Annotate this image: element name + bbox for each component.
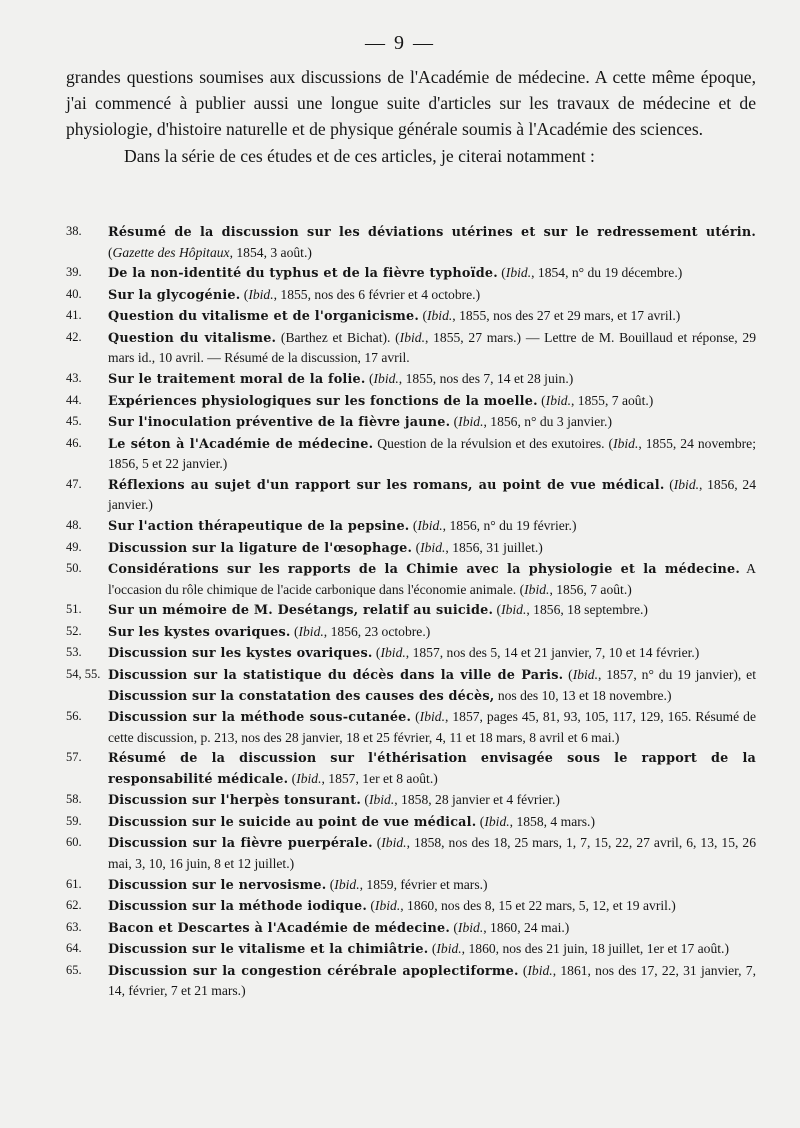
list-item	[66, 665, 756, 706]
entry-source: Ibid.	[613, 435, 639, 451]
entry-text: , 1857, nos des 5, 14 et 21 janvier, 7, 10 et 14 février.)	[405, 645, 700, 661]
entry-source: Ibid.	[334, 876, 360, 892]
entry-text: , 1859, février et mars.)	[359, 876, 488, 892]
entry-text: (	[412, 539, 421, 555]
entry-number: 39.	[66, 265, 82, 280]
entry-source: Ibid.	[381, 835, 407, 851]
entry-number: 38.	[66, 224, 82, 238]
entry-title: Sur la glycogénie.	[108, 287, 241, 303]
entry-text: , 1860, 24 mai.)	[483, 919, 570, 935]
list-item	[66, 896, 756, 917]
list-item	[66, 748, 756, 789]
entry-text: nos des 10, 13 et 18 novembre.)	[494, 687, 672, 703]
entry-number: 62.	[66, 898, 82, 913]
entry-text: , 1856, n° du 19 février.)	[442, 517, 577, 533]
entry-text: (	[563, 667, 573, 682]
list-item	[66, 707, 756, 747]
entry-title: Discussion sur la méthode sous-cutanée.	[108, 710, 412, 726]
list-item	[66, 622, 756, 643]
entry-text: (	[240, 286, 249, 302]
entry-number: 50.	[66, 561, 82, 576]
list-item	[66, 475, 756, 515]
entry-text: (	[428, 941, 437, 957]
entry-source: Ibid.	[457, 919, 484, 935]
entry-text: (	[411, 709, 420, 725]
entry-title: Discussion sur la congestion cérébrale apoplectiforme.	[108, 963, 519, 979]
entry-source: Ibid.	[368, 792, 395, 808]
entry-number: 60.	[66, 835, 82, 850]
list-item	[66, 790, 756, 811]
entry-title: Discussion sur la ligature de l'œsophage.	[108, 540, 413, 556]
entry-source: Ibid.	[419, 709, 445, 725]
entry-number: 57.	[66, 750, 82, 765]
list-item	[66, 412, 756, 433]
entry-number: 40.	[66, 286, 82, 301]
entry-number: 44.	[66, 392, 82, 407]
entry-title: Discussion sur les kystes ovariques.	[108, 646, 373, 662]
entry-title: Sur l'inoculation préventive de la fièvre jaune.	[108, 415, 451, 431]
entry-text: (	[449, 919, 458, 935]
entry-number: 65.	[66, 962, 82, 977]
entry-source: Gazette des Hôpitaux	[112, 244, 230, 260]
entry-text: (	[419, 308, 427, 324]
list-item	[66, 875, 756, 896]
list-item	[66, 328, 756, 368]
entry-text: , 1858, 28 janvier et 4 février.)	[394, 792, 560, 808]
list-item	[66, 263, 756, 284]
entry-title: Sur l'action thérapeutique de la pepsine.	[108, 518, 410, 534]
list-item	[66, 516, 756, 537]
entry-text: (	[409, 517, 418, 533]
entry-text: , 1857, n° du 19 janvier), et	[597, 667, 756, 682]
entry-title: Résumé de la discussion sur l'éthérisation envisagée sous le rapport de la responsabilité médicale.	[108, 751, 756, 787]
entry-source: Ibid.	[673, 476, 700, 492]
entry-text: (	[290, 623, 299, 639]
entry-text: , 1856, n° du 3 janvier.)	[483, 414, 612, 430]
entry-title: Discussion sur le suicide au point de vue médical.	[108, 814, 477, 830]
entry-title: Sur les kystes ovariques.	[108, 624, 291, 640]
entry-number: 61.	[66, 876, 82, 891]
entry-text: (	[664, 476, 674, 492]
entry-source: Ibid.	[248, 286, 274, 302]
entry-text: , 1857, pages 45, 81, 93, 105, 117, 129, 165. Résumé de cette discussion, p. 213, nos des 28 janvier, 18 et 25 février, 4, 11 et 18 mars, 8 avril et 6 mai.)	[108, 709, 756, 745]
entry-text: , 1860, nos des 21 juin, 18 juillet, 1er et 17 août.)	[461, 941, 729, 957]
entry-text: , 1855, nos des 7, 14 et 28 juin.)	[398, 370, 574, 386]
entry-text: (	[537, 392, 546, 408]
entry-title: Réflexions au sujet d'un rapport sur les romans, au point de vue médical.	[108, 477, 665, 493]
entry-number: 53.	[66, 645, 82, 660]
entry-title: Discussion sur l'herpès tonsurant.	[108, 793, 362, 809]
entry-source: Ibid.	[420, 539, 446, 555]
entry-text: , 1855, nos des 6 février et 4 octobre.)	[273, 286, 481, 302]
entry-title: Sur le traitement moral de la folie.	[108, 371, 366, 387]
entry-number: 45.	[66, 414, 82, 429]
entry-text: , 1854, 3 août.)	[229, 244, 312, 260]
entry-title: Discussion sur la fièvre puerpérale.	[108, 836, 373, 852]
entry-title: Le séton à l'Académie de médecine.	[108, 436, 374, 452]
entry-text: , 1855, nos des 27 et 29 mars, et 17 avril.)	[452, 308, 681, 324]
entry-source: Ibid.	[399, 329, 425, 345]
entry-source: Ibid.	[426, 308, 453, 324]
entry-number: 49.	[66, 539, 82, 554]
list-item	[66, 559, 756, 599]
entry-number: 47.	[66, 476, 82, 491]
intro-paragraph: grandes questions soumises aux discussions de l'Académie de médecine. A cette même époque, j'ai commencé à publier aussi une longue suite d'articles sur les travaux de médecine et de physiologie, d'histoire naturelle et de physique générale soumis à l'Académie des sciences.	[66, 67, 756, 140]
list-item	[66, 285, 756, 306]
entry-text: , 1856, 24 janvier.)	[108, 476, 757, 513]
entry-source: Ibid.	[527, 962, 553, 978]
entry-number: 56.	[66, 709, 82, 724]
entry-text: (	[366, 898, 375, 914]
entry-source: Ibid.	[501, 602, 527, 618]
intro-text	[66, 64, 756, 169]
entry-text: (	[497, 265, 506, 281]
list-item	[66, 391, 756, 412]
entry-source: Ibid.	[505, 265, 532, 281]
entry-text: , 1856, 23 octobre.)	[323, 623, 431, 639]
entry-title: Discussion sur le vitalisme et la chimiâtrie.	[108, 942, 429, 958]
list-item	[66, 939, 756, 960]
entry-text: A l'occasion du rôle chimique de l'acide carbonique dans l'économie animale. (	[108, 561, 756, 597]
entry-number: 63.	[66, 919, 82, 934]
entry-number: 52.	[66, 623, 82, 638]
entry-title: Sur un mémoire de M. Desétangs, relatif au suicide.	[108, 603, 494, 619]
list-item	[66, 833, 756, 873]
entry-source: Ibid.	[298, 623, 324, 639]
entry-text: , 1855, 7 août.)	[570, 392, 654, 408]
entry-title: Considérations sur les rapports de la Chimie avec la physiologie et la médecine.	[108, 562, 741, 578]
entry-number: 59.	[66, 813, 82, 828]
entry-text: , 1855, 24 novembre; 1856, 5 et 22 janvier.)	[108, 435, 756, 472]
entry-source: Ibid.	[484, 813, 510, 829]
entry-source: Ibid.	[296, 770, 322, 786]
entry-source: Ibid.	[373, 370, 399, 386]
entry-source: Ibid.	[374, 898, 401, 914]
entry-title: Question du vitalisme.	[108, 330, 277, 346]
entry-text: (	[493, 602, 502, 618]
entry-text: (	[450, 414, 459, 430]
entry-source: Ibid.	[458, 414, 484, 430]
list-item	[66, 600, 756, 621]
entry-text: , 1860, nos des 8, 15 et 22 mars, 5, 12, et 19 avril.)	[400, 898, 676, 914]
entry-text: (	[361, 792, 369, 808]
entry-text: (	[365, 370, 374, 386]
entry-text: Question de la révulsion et des exutoires. (	[373, 435, 614, 451]
list-item	[66, 434, 756, 474]
entry-text: (	[288, 770, 297, 786]
entry-text: , 1861, nos des 17, 22, 31 janvier, 7, 14, février, 7 et 21 mars.)	[108, 962, 756, 999]
entry-title: Discussion sur le nervosisme.	[108, 877, 327, 893]
entry-text: , 1856, 18 septembre.)	[526, 602, 648, 618]
entry-source: Ibid.	[380, 645, 406, 661]
entry-text: , 1856, 7 août.)	[549, 581, 632, 597]
entry-title: Discussion sur la méthode iodique.	[108, 899, 367, 915]
bibliography-list	[66, 222, 756, 1002]
entry-title: Question du vitalisme et de l'organicisme.	[108, 309, 420, 325]
entry-source: Ibid.	[545, 392, 571, 408]
entry-title: Discussion sur la statistique du décès dans la ville de Paris.	[108, 668, 564, 683]
entry-number: 46.	[66, 435, 82, 450]
entry-number: 43.	[66, 370, 82, 385]
entry-title: Discussion sur la constatation des causes des décès,	[108, 688, 495, 704]
entry-number: 48.	[66, 517, 82, 532]
entry-source: Ibid.	[436, 941, 462, 957]
entry-source: Ibid.	[417, 517, 443, 533]
list-item	[66, 222, 756, 262]
list-item	[66, 369, 756, 390]
entry-number: 51.	[66, 602, 82, 617]
entry-text: (	[108, 244, 113, 260]
list-item	[66, 812, 756, 833]
entry-source: Ibid.	[572, 667, 598, 682]
entry-text: (	[372, 645, 381, 661]
entry-text: , 1856, 31 juillet.)	[445, 539, 543, 555]
entry-number: 58.	[66, 792, 82, 807]
list-item	[66, 918, 756, 939]
intro-paragraph-lead: Dans la série de ces études et de ces articles, je citerai notamment :	[124, 145, 595, 166]
entry-text: (	[326, 876, 335, 892]
entry-number: 42.	[66, 329, 82, 344]
entry-source: Ibid.	[524, 581, 550, 597]
entry-title: De la non-identité du typhus et de la fièvre typhoïde.	[108, 266, 498, 282]
entry-number: 64.	[66, 941, 82, 956]
entry-title: Bacon et Descartes à l'Académie de médecine.	[108, 920, 450, 936]
page-number: — 9 —	[365, 32, 435, 54]
list-item	[66, 306, 756, 327]
entry-text: , 1857, 1er et 8 août.)	[321, 770, 438, 786]
entry-number: 54, 55.	[66, 667, 101, 681]
entry-text: , 1855, 27 mars.) — Lettre de M. Bouillaud et réponse, 29 mars id., 10 avril. — Résumé de la discussion, 17 avril.	[108, 329, 756, 366]
list-item	[66, 538, 756, 559]
entry-text: (Barthez et Bichat). (	[276, 329, 400, 345]
list-item	[66, 643, 756, 664]
entry-text: (	[518, 962, 528, 978]
entry-number: 41.	[66, 308, 82, 323]
list-item	[66, 961, 756, 1001]
entry-text: , 1854, n° du 19 décembre.)	[531, 265, 683, 281]
entry-text: (	[476, 813, 485, 829]
entry-text: , 1858, 4 mars.)	[509, 813, 595, 829]
entry-text: (	[372, 835, 382, 851]
entry-text: , 1858, nos des 18, 25 mars, 1, 7, 15, 22, 27 avril, 6, 13, 15, 26 mai, 3, 10, 16 juin, 8 et 12 juillet.)	[108, 835, 756, 871]
entry-title: Résumé de la discussion sur les déviations utérines et sur le redressement utérin.	[108, 225, 756, 240]
entry-title: Expériences physiologiques sur les fonctions de la moelle.	[108, 393, 538, 409]
